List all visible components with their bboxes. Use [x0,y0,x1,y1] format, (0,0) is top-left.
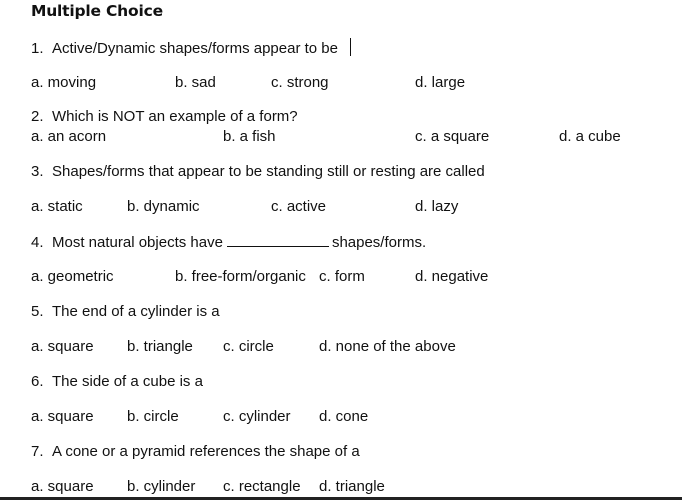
option-c: c. strong [271,74,329,91]
option-a: a. moving [31,74,97,91]
question-2 [31,107,298,127]
option-d: d. triangle [319,478,385,495]
option-a: a. static [31,198,83,215]
option-a: a. geometric [31,268,114,285]
question-text: Most natural objects have [52,234,223,251]
option-c: c. cylinder [223,408,291,425]
option-c: c. form [319,268,365,285]
option-d: d. cone [319,408,369,425]
question-number: 5. [31,303,44,320]
option-c: c. circle [223,338,274,355]
question-text-end: shapes/forms. [331,234,427,251]
option-b: b. triangle [127,338,193,355]
question-6 [31,372,203,392]
question-number: 4. [31,234,44,251]
option-c: c. a square [415,128,490,145]
option-d: d. lazy [415,198,459,215]
option-d: d. a cube [559,128,621,145]
option-a: a. an acorn [31,128,107,145]
option-b: b. a fish [223,128,276,145]
answer-blank [227,232,329,247]
option-c: c. rectangle [223,478,301,495]
question-number: 3. [31,163,44,180]
option-d: d. large [415,74,466,91]
option-c: c. active [271,198,327,215]
question-text: Active/Dynamic shapes/forms appear to be [52,40,338,57]
option-b: b. cylinder [127,478,196,495]
question-number: 7. [31,443,44,460]
section-heading: Multiple Choice [31,2,163,20]
question-number: 1. [31,40,44,57]
question-7 [31,442,360,462]
question-text: Shapes/forms that appear to be standing still or resting are called [52,163,485,180]
option-b: b. sad [175,74,216,91]
question-number: 2. [31,108,44,125]
question-text: A cone or a pyramid references the shape of a [52,443,360,460]
question-number: 6. [31,373,44,390]
question-text: The end of a cylinder is a [52,303,220,320]
question-5 [31,302,220,322]
question-1 [31,38,351,59]
option-a: a. square [31,408,94,425]
question-text: The side of a cube is a [52,373,203,390]
option-b: b. circle [127,408,179,425]
question-text: Which is NOT an example of a form? [52,108,298,125]
option-d: d. negative [415,268,489,285]
option-b: b. free-form/organic [175,268,306,285]
option-a: a. square [31,338,94,355]
option-b: b. dynamic [127,198,200,215]
text-cursor [350,38,351,56]
option-a: a. square [31,478,94,495]
question-4 [31,232,426,253]
question-3 [31,162,485,182]
option-d: d. none of the above [319,338,456,355]
